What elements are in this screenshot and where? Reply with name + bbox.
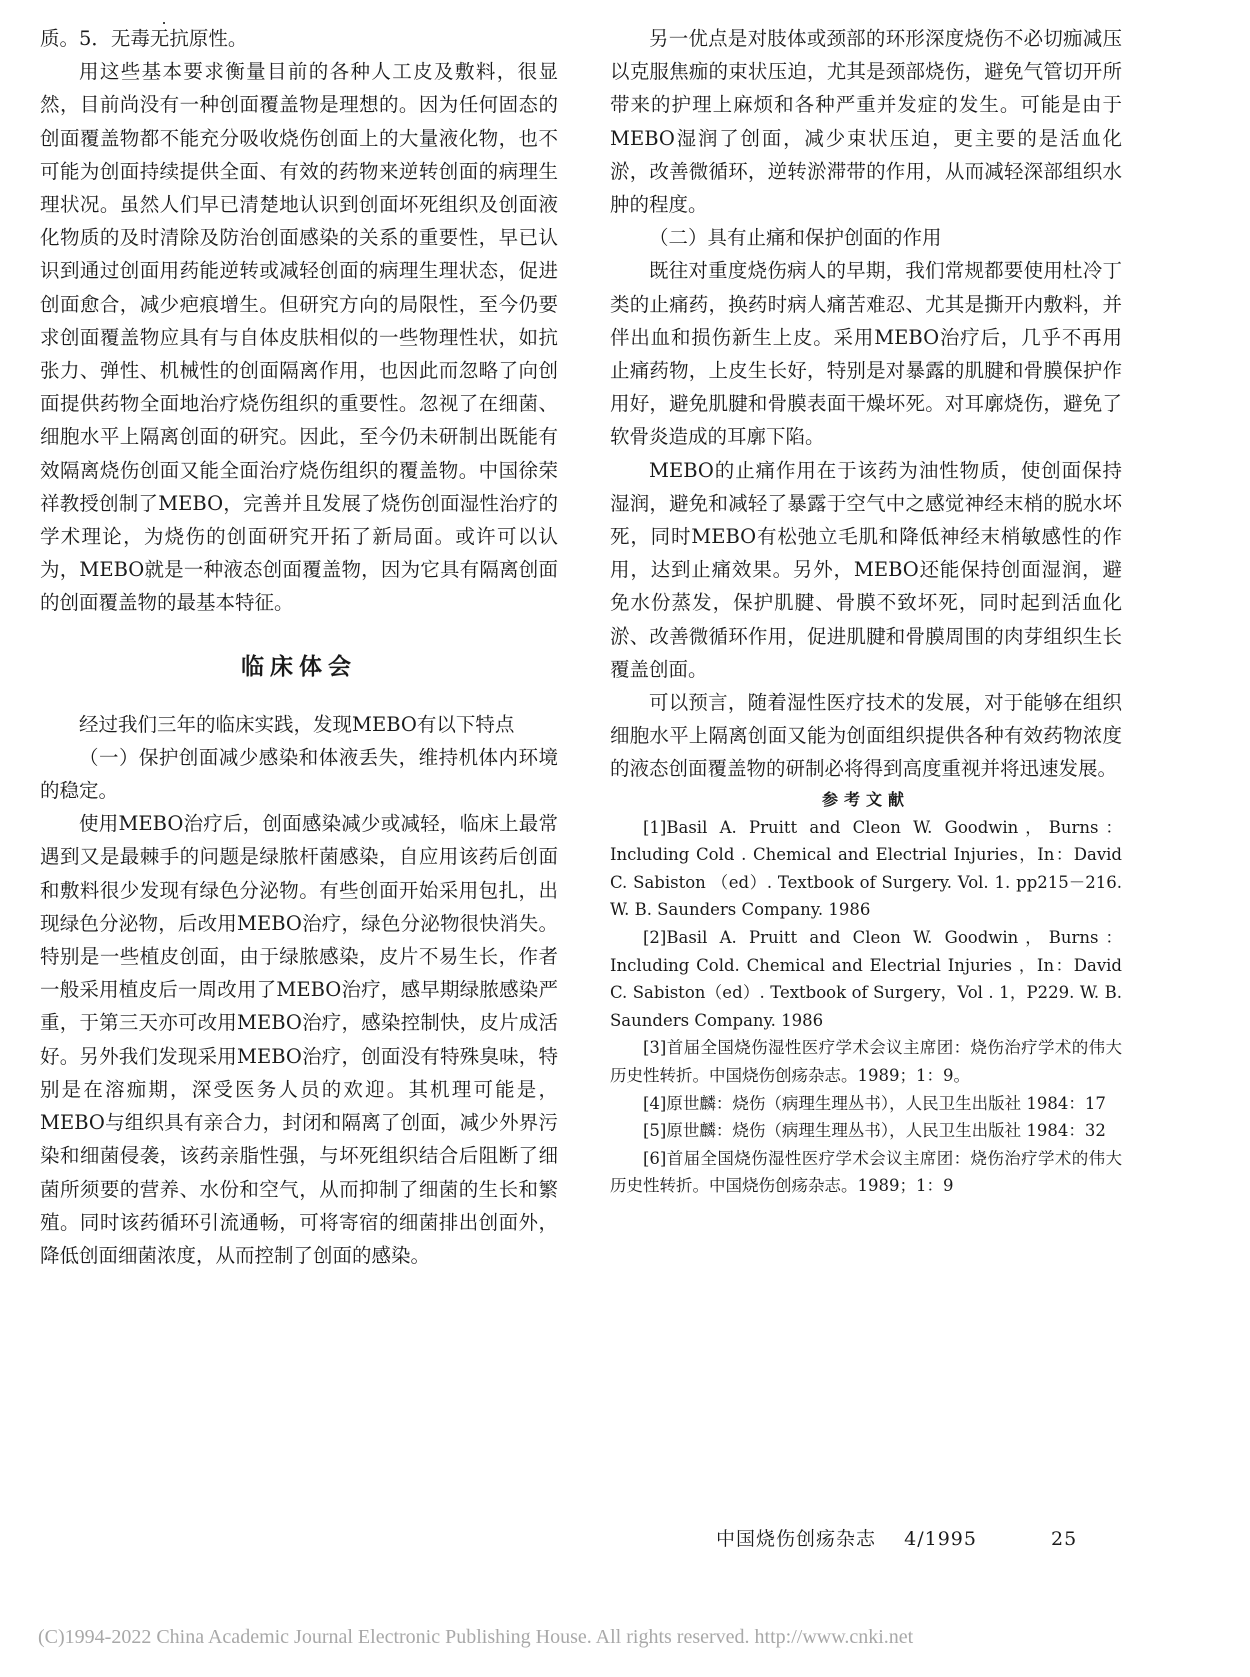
paragraph: 使用MEBO治疗后，创面感染减少或减轻，临床上最常遇到又是最棘手的问题是绿脓杆菌感染，自应用该药后创面和敷料很少发现有绿色分泌物。有些创面开始采用包扎，出现绿色分泌物，后改用MEBO治疗，绿色分泌物很快消失。特别是一些植皮创面，由于绿脓感染，皮片不易生长，作者一般采用植皮后一周改用了MEBO治疗，感早期绿脓感染严重，于第三天亦可改用MEBO治疗，感染控制快，皮片成活好。另外我们发现采用MEBO治疗，创面没有特殊臭味，特别是在溶痂期，深受医务人员的欢迎。其机理可能是，MEBO与组织具有亲合力，封闭和隔离了创面，减少外界污染和细菌侵袭，该药亲脂性强，与坏死组织结合后阻断了细菌所须要的营养、水份和空气，从而抑制了细菌的生长和繁殖。同时该药循环引流通畅，可将寄宿的细菌排出创面外，降低创面细菌浓度，从而控制了创面的感染。 [40, 812, 558, 1267]
section-title: 临床体会 [241, 653, 357, 680]
subheading: （二）具有止痛和保护创面的作用 [649, 226, 942, 250]
issue-number: 4/1995 [904, 1528, 977, 1550]
left-column [40, 22, 558, 1272]
reference-item: [4]原世麟：烧伤（病理生理丛书），人民卫生出版社 1984：17 [643, 1093, 1106, 1113]
paragraph: 经过我们三年的临床实践，发现MEBO有以下特点 [79, 712, 515, 736]
journal-name: 中国烧伤创疡杂志 [716, 1528, 877, 1550]
page-number: 25 [1051, 1528, 1078, 1550]
reference-item: [2]Basil A. Pruitt and Cleon W. Goodwin，Burns：Including Cold. Chemical and Electrial Injuries ，In：David C. Sabiston（ed）. Textbook of Surgery，Vol . 1，P229. W. B. Saunders Company. 1986 [610, 928, 1122, 1030]
reference-list [610, 814, 1122, 1200]
paragraph: 用这些基本要求衡量目前的各种人工皮及敷料，很显然，目前尚没有一种创面覆盖物是理想的。因为任何固态的创面覆盖物都不能充分吸收烧伤创面上的大量液化物，也不可能为创面持续提供全面、有效的药物来逆转创面的病理生理状况。虽然人们早已清楚地认识到创面坏死组织及创面液化物质的及时清除及防治创面感染的关系的重要性，早已认识到通过创面用药能逆转或减轻创面的病理生理状态，促进创面愈合，减少疤痕增生。但研究方向的局限性，至今仍要求创面覆盖物应具有与自体皮肤相似的一些物理性状，如抗张力、弹性、机械性的创面隔离作用，也因此而忽略了向创面提供药物全面地治疗烧伤组织的重要性。忽视了在细菌、细胞水平上隔离创面的研究。因此，至今仍未研制出既能有效隔离烧伤创面又能全面治疗烧伤组织的覆盖物。中国徐荣祥教授创制了MEBO，完善并且发展了烧伤创面湿性治疗的学术理论，为烧伤的创面研究开拓了新局面。或许可以认为，MEBO就是一种液态创面覆盖物，因为它具有隔离创面的创面覆盖物的最基本特征。 [40, 60, 558, 615]
reference-item: [6]首届全国烧伤湿性医疗学术会议主席团：烧伤治疗学术的伟大历史性转折。中国烧伤创疡杂志。1989；1：9 [610, 1148, 1122, 1196]
references-title: 参考文献 [821, 789, 910, 809]
paragraph: 另一优点是对肢体或颈部的环形深度烧伤不必切痂减压以克服焦痂的束状压迫，尤其是颈部烧伤，避免气管切开所带来的护理上麻烦和各种严重并发症的发生。可能是由于MEBO湿润了创面，减少束状压迫，更主要的是活血化淤，改善微循环，逆转淤滞带的作用，从而减轻深部组织水肿的程度。 [610, 27, 1122, 217]
right-column [610, 22, 1122, 1200]
reference-item: [3]首届全国烧伤湿性医疗学术会议主席团：烧伤治疗学术的伟大历史性转折。中国烧伤创疡杂志。1989；1：9。 [610, 1038, 1122, 1086]
reference-item: [1]Basil A. Pruitt and Cleon W. Goodwin，Burns：Including Cold . Chemical and Electrial Injuries，In：David C. Sabiston （ed）. Textbook of Surgery. Vol. 1. pp215－216. W. B. Saunders Company. 1986 [610, 817, 1122, 920]
paragraph: 既往对重度烧伤病人的早期，我们常规都要使用杜冷丁类的止痛药，换药时病人痛苦难忍、尤其是撕开内敷料，并伴出血和损伤新生上皮。采用MEBO治疗后，几乎不再用止痛药物，上皮生长好，特别是对暴露的肌腱和骨膜保护作用好，避免肌腱和骨膜表面干燥坏死。对耳廓烧伤，避免了软骨炎造成的耳廓下陷。 [610, 259, 1122, 449]
paragraph: 质。5．无毒无抗原性。 [40, 27, 248, 50]
page-footer [716, 1524, 1077, 1551]
copyright-watermark: (C)1994-2022 China Academic Journal Electronic Publishing House. All rights reserved. http://www.cnki.net [38, 1626, 914, 1648]
paragraph: 可以预言，随着湿性医疗技术的发展，对于能够在组织细胞水平上隔离创面又能为创面组织提供各种有效药物浓度的液态创面覆盖物的研制必将得到高度重视并将迅速发展。 [610, 691, 1122, 781]
paragraph: MEBO的止痛作用在于该药为油性物质，使创面保持湿润，避免和减轻了暴露于空气中之感觉神经末梢的脱水坏死，同时MEBO有松弛立毛肌和降低神经末梢敏感性的作用，达到止痛效果。另外，MEBO还能保持创面湿润，避免水份蒸发，保护肌腱、骨膜不致坏死，同时起到活血化淤、改善微循环作用，促进肌腱和骨膜周围的肉芽组织生长覆盖创面。 [610, 458, 1122, 681]
reference-item: [5]原世麟：烧伤（病理生理丛书），人民卫生出版社 1984：32 [643, 1121, 1106, 1141]
subheading: （一）保护创面减少感染和体液丢失，维持机体内环境的稳定。 [40, 745, 558, 803]
